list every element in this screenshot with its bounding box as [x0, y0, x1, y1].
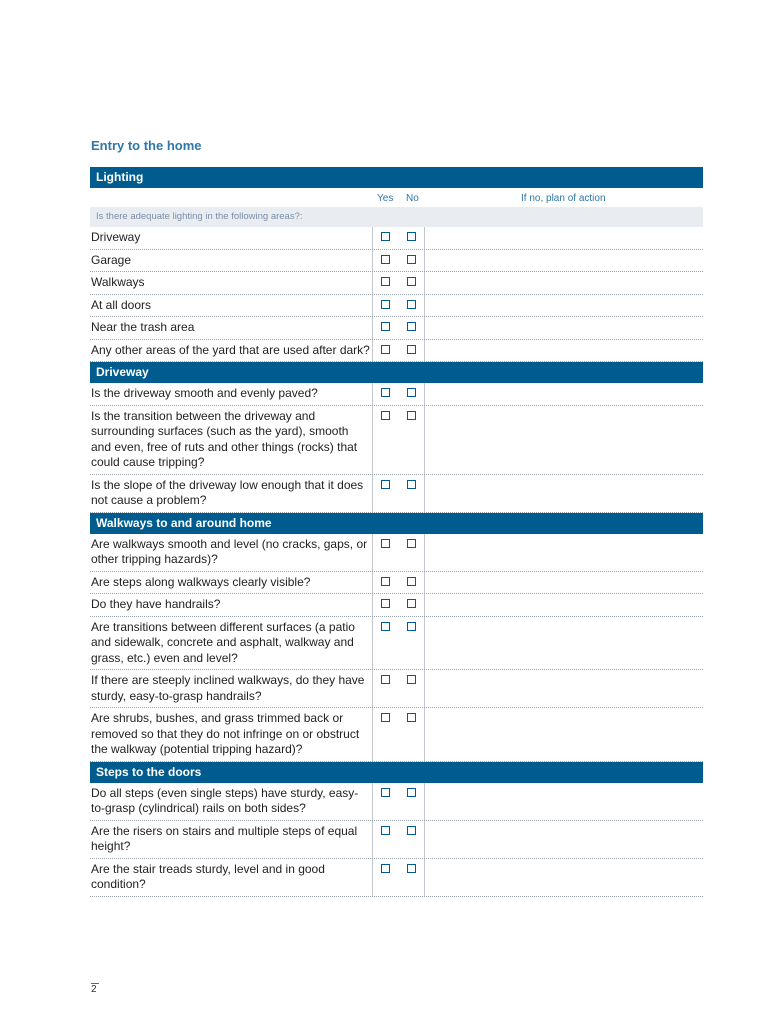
no-checkbox[interactable] [407, 255, 416, 264]
question-text: Is the slope of the driveway low enough that it does not cause a problem? [91, 477, 364, 507]
plan-of-action-field[interactable] [425, 821, 703, 858]
question-text: Walkways [91, 275, 145, 289]
question-text: Garage [91, 252, 132, 267]
yes-checkbox[interactable] [381, 255, 390, 264]
no-checkbox[interactable] [407, 388, 416, 397]
plan-of-action-field[interactable] [425, 317, 703, 339]
question-text: Is the driveway smooth and evenly paved? [91, 386, 318, 400]
plan-of-action-field[interactable] [425, 572, 703, 594]
yes-no-cell [372, 708, 425, 761]
checklist-row [90, 250, 703, 273]
yes-checkbox[interactable] [381, 300, 390, 309]
yes-no-cell [372, 859, 425, 896]
yes-checkbox[interactable] [381, 577, 390, 586]
checklist-row [90, 594, 703, 617]
question-text: Are shrubs, bushes, and grass trimmed back or removed so that they do not infringe on or obstruct the walkway (potential tripping hazard)? [91, 711, 360, 756]
question-text: Driveway [91, 230, 141, 244]
checklist-row [90, 272, 703, 295]
plan-of-action-field[interactable] [425, 227, 703, 249]
plan-of-action-field[interactable] [425, 594, 703, 616]
yes-no-cell [372, 572, 425, 594]
plan-of-action-field[interactable] [425, 670, 703, 707]
checklist-row [90, 295, 703, 318]
no-checkbox[interactable] [407, 322, 416, 331]
checklist-row [90, 534, 703, 572]
checklist-row [90, 406, 703, 475]
checklist-row [90, 340, 703, 363]
no-checkbox[interactable] [407, 599, 416, 608]
yes-checkbox[interactable] [381, 826, 390, 835]
plan-of-action-field[interactable] [425, 295, 703, 317]
page-title: Entry to the home [91, 138, 202, 153]
yes-no-cell [372, 340, 425, 362]
column-header-yes: Yes [377, 193, 394, 204]
checklist-row [90, 670, 703, 708]
no-checkbox[interactable] [407, 480, 416, 489]
plan-of-action-field[interactable] [425, 250, 703, 272]
no-checkbox[interactable] [407, 788, 416, 797]
no-checkbox[interactable] [407, 577, 416, 586]
yes-no-cell [372, 227, 425, 249]
yes-checkbox[interactable] [381, 345, 390, 354]
no-checkbox[interactable] [407, 675, 416, 684]
plan-of-action-field[interactable] [425, 475, 703, 512]
checklist-row [90, 317, 703, 340]
no-checkbox[interactable] [407, 411, 416, 420]
yes-no-cell [372, 617, 425, 670]
yes-no-cell [372, 821, 425, 858]
question-text: Near the trash area [91, 320, 195, 334]
no-checkbox[interactable] [407, 864, 416, 873]
plan-of-action-field[interactable] [425, 383, 703, 405]
yes-checkbox[interactable] [381, 864, 390, 873]
yes-no-cell [372, 250, 425, 272]
yes-no-cell [372, 383, 425, 405]
section-header-steps-to-the-doors: Steps to the doors [90, 762, 703, 783]
question-text: Are steps along walkways clearly visible? [91, 574, 311, 589]
yes-no-cell [372, 534, 425, 571]
yes-checkbox[interactable] [381, 675, 390, 684]
checklist-row [90, 859, 703, 897]
section-header-lighting: Lighting [90, 167, 703, 188]
checklist-row [90, 783, 703, 821]
plan-of-action-field[interactable] [425, 708, 703, 761]
question-text: Do all steps (even single steps) have sturdy, easy-to-grasp (cylindrical) rails on both sides? [91, 785, 359, 815]
yes-no-cell [372, 475, 425, 512]
yes-checkbox[interactable] [381, 411, 390, 420]
yes-checkbox[interactable] [381, 713, 390, 722]
yes-no-cell [372, 670, 425, 707]
no-checkbox[interactable] [407, 622, 416, 631]
yes-no-cell [372, 272, 425, 294]
yes-no-cell [372, 783, 425, 820]
checklist-row [90, 572, 703, 595]
checklist-row [90, 475, 703, 513]
question-text: Any other areas of the yard that are used after dark? [91, 342, 370, 357]
column-header-plan: If no, plan of action [521, 193, 606, 204]
yes-checkbox[interactable] [381, 388, 390, 397]
checklist-row [90, 617, 703, 671]
page-number: 2 [91, 984, 97, 995]
plan-of-action-field[interactable] [425, 340, 703, 362]
no-checkbox[interactable] [407, 232, 416, 241]
no-checkbox[interactable] [407, 539, 416, 548]
section-header-driveway: Driveway [90, 362, 703, 383]
yes-checkbox[interactable] [381, 788, 390, 797]
no-checkbox[interactable] [407, 300, 416, 309]
question-text: Do they have handrails? [91, 597, 221, 611]
yes-checkbox[interactable] [381, 322, 390, 331]
plan-of-action-field[interactable] [425, 272, 703, 294]
plan-of-action-field[interactable] [425, 783, 703, 820]
yes-checkbox[interactable] [381, 599, 390, 608]
question-text: Are the risers on stairs and multiple steps of equal height? [91, 823, 358, 853]
yes-no-cell [372, 317, 425, 339]
no-checkbox[interactable] [407, 826, 416, 835]
no-checkbox[interactable] [407, 277, 416, 286]
plan-of-action-field[interactable] [425, 859, 703, 896]
section-subheading: Is there adequate lighting in the following areas?: [90, 207, 703, 227]
question-text: If there are steeply inclined walkways, do they have sturdy, easy-to-grasp handrails? [91, 673, 365, 703]
no-checkbox[interactable] [407, 345, 416, 354]
safety-checklist-form [90, 167, 703, 897]
no-checkbox[interactable] [407, 713, 416, 722]
checklist-row [90, 708, 703, 762]
checklist-row [90, 227, 703, 250]
plan-of-action-field[interactable] [425, 534, 703, 571]
plan-of-action-field[interactable] [425, 406, 703, 474]
question-text: Are the stair treads sturdy, level and in good condition? [91, 861, 325, 891]
yes-checkbox[interactable] [381, 622, 390, 631]
question-text: Are transitions between different surfaces (a patio and sidewalk, concrete and asphalt, walkway and grass, etc.) even and level? [91, 619, 355, 665]
yes-no-cell [372, 295, 425, 317]
yes-no-cell [372, 406, 425, 474]
column-header-no: No [406, 193, 419, 204]
yes-checkbox[interactable] [381, 539, 390, 548]
yes-checkbox[interactable] [381, 480, 390, 489]
yes-no-cell [372, 594, 425, 616]
question-text: Are walkways smooth and level (no cracks, gaps, or other tripping hazards)? [91, 536, 368, 566]
question-text: Is the transition between the driveway and surrounding surfaces (such as the yard), smooth and even, free of ruts and other things (rocks) that could cause tripping? [91, 408, 358, 469]
yes-checkbox[interactable] [381, 277, 390, 286]
question-text: At all doors [91, 297, 152, 312]
plan-of-action-field[interactable] [425, 617, 703, 670]
yes-checkbox[interactable] [381, 232, 390, 241]
checklist-row [90, 383, 703, 406]
column-headers [90, 188, 703, 207]
checklist-row [90, 821, 703, 859]
section-header-walkways-to-and-around-home: Walkways to and around home [90, 513, 703, 534]
